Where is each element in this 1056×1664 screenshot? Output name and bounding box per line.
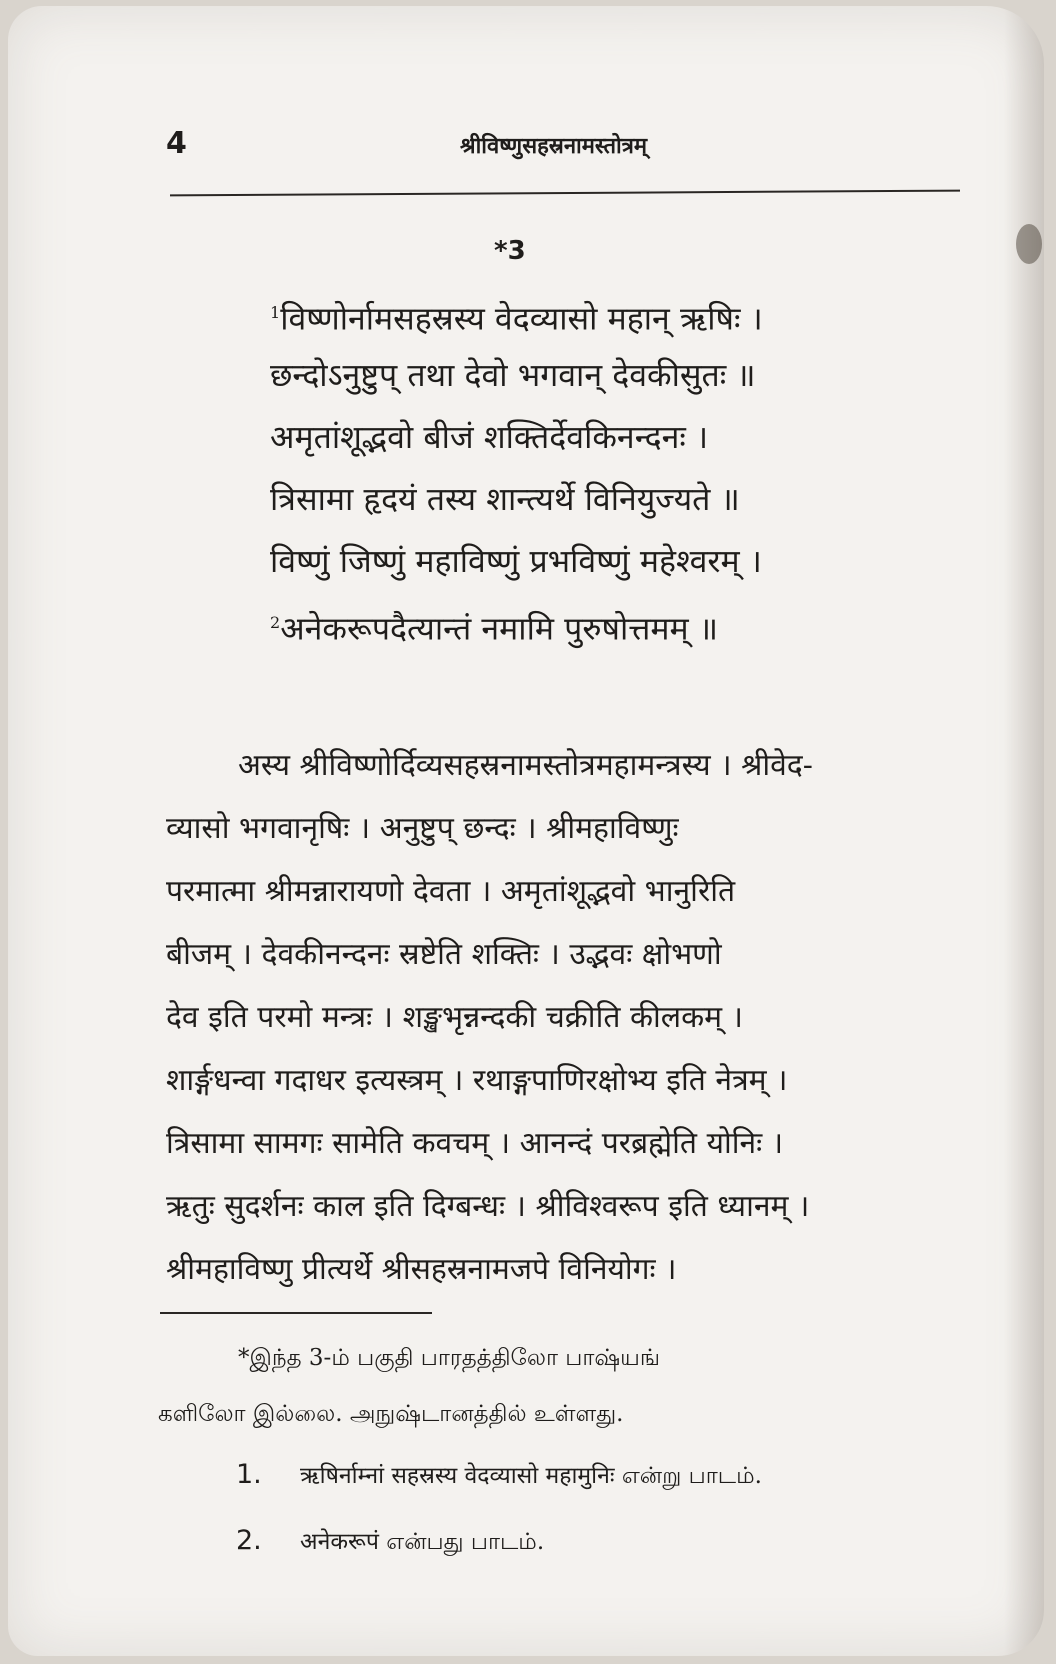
verse-block — [270, 282, 930, 654]
verse-text: विष्णोर्नामसहस्रस्य वेदव्यासो महान् ऋषिः । — [280, 299, 763, 338]
verse-line — [270, 530, 930, 592]
verse-text: अमृतांशूद्भवो बीजं शक्तिर्देवकिनन्दनः । — [270, 418, 709, 456]
book-page — [8, 6, 1044, 1656]
footnote-item-text: ऋषिर्नाम्नां सहस्रस्य वेदव्यासो महामुनिः என்று பாடம். — [300, 1463, 762, 1489]
header-rule — [170, 190, 960, 197]
paragraph-line: श्रीमहाविष्णु प्रीत्यर्थे श्रीसहस्रनामजपे विनियोगः । — [166, 1252, 677, 1287]
verse-number: *3 — [494, 236, 526, 266]
page-number: 4 — [166, 126, 187, 161]
footnote-rule — [160, 1312, 432, 1314]
verse-line — [270, 468, 930, 530]
footnote-item — [158, 1508, 1008, 1574]
paragraph-line: बीजम् । देवकीनन्दनः स्रष्टेति शक्तिः । उद्भवः क्षोभणो — [166, 937, 722, 972]
paragraph-line: व्यासो भगवानृषिः । अनुष्टुप् छन्दः । श्रीमहाविष्णुः — [166, 811, 679, 846]
running-title: श्रीविष्णुसहस्रनामस्तोत्रम् — [460, 133, 648, 159]
paragraph-line: ऋतुः सुदर्शनः काल इति दिग्बन्धः । श्रीविश्वरूप इति ध्यानम् । — [166, 1189, 810, 1224]
verse-line — [270, 406, 930, 468]
paragraph-line: शार्ङ्गधन्वा गदाधर इत्यस्त्रम् । रथाङ्गपाणिरक्षोभ्य इति नेत्रम् । — [166, 1063, 788, 1098]
paragraph-line: अस्य श्रीविष्णोर्दिव्यसहस्रनामस्तोत्रमहामन्त्रस्य । श्रीवेद- — [238, 748, 813, 783]
verse-text: छन्दोऽनुष्टुप् तथा देवो भगवान् देवकीसुतः ॥ — [270, 356, 756, 394]
footnote-mark: 1 — [270, 303, 281, 322]
footnote-number: 1. — [236, 1459, 262, 1490]
verse-text: त्रिसामा हृदयं तस्य शान्त्यर्थे विनियुज्यते ॥ — [270, 480, 740, 518]
verse-line — [270, 282, 930, 344]
footnote-item-text: अनेकरूपं என்பது பாடம். — [300, 1529, 545, 1555]
footnote-text: களிலோ இல்லை. அநுஷ்டானத்தில் உள்ளது. — [158, 1401, 624, 1427]
ink-stain — [1016, 224, 1042, 264]
verse-text: अनेकरूपदैत्यान्तं नमामि पुरुषोत्तमम् ॥ — [280, 609, 718, 648]
footnotes — [158, 1330, 1008, 1574]
invocation-paragraph — [166, 734, 1002, 1301]
verse-text: विष्णुं जिष्णुं महाविष्णुं प्रभविष्णुं महेश्वरम् । — [270, 542, 762, 580]
footnote-number: 2. — [236, 1525, 262, 1556]
footnote-text: *இந்த 3-ம் பகுதி பாரதத்திலோ பாஷ்யங் — [238, 1345, 661, 1371]
paragraph-line: त्रिसामा सामगः सामेति कवचम् । आनन्दं परब्रह्मेति योनिः । — [166, 1126, 784, 1161]
paragraph-line: देव इति परमो मन्त्रः । शङ्खभृन्नन्दकी चक्रीति कीलकम् । — [166, 1000, 744, 1035]
verse-line — [270, 592, 930, 654]
footnote-mark: 2 — [270, 613, 281, 632]
footnote-item — [158, 1442, 1008, 1508]
paragraph-line: परमात्मा श्रीमन्नारायणो देवता । अमृतांशूद्भवो भानुरिति — [166, 874, 736, 909]
verse-line — [270, 344, 930, 406]
